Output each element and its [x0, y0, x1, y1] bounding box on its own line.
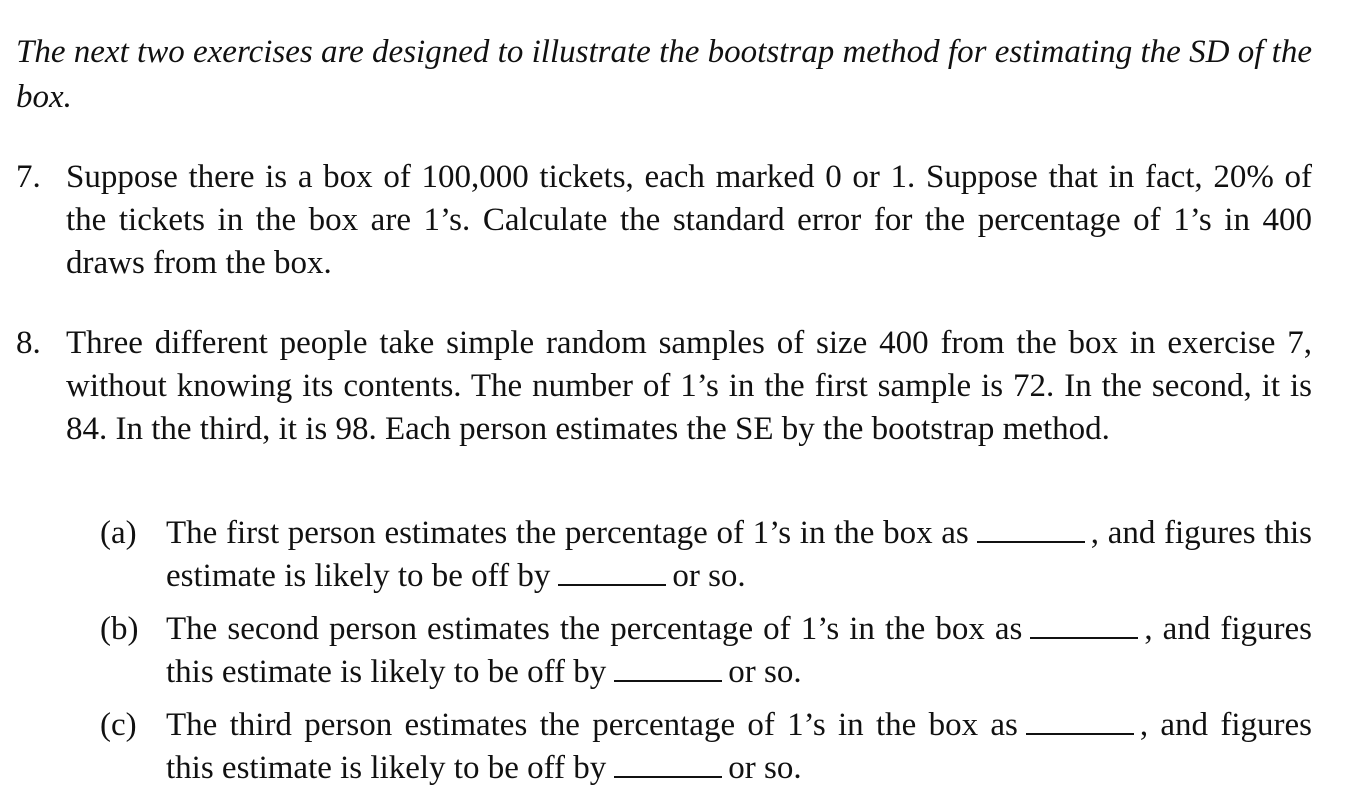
part-text-before-blank: The second person estimates the percentage of 1’s in the box as [166, 611, 1023, 647]
exercise-8 [16, 322, 1312, 451]
answer-blank [1026, 705, 1134, 735]
intro-paragraph: The next two exercises are designed to illustrate the bootstrap method for estimating the SD of the box. [16, 34, 1312, 115]
part-text-after-blank: or so. [728, 654, 802, 690]
exercise-number: 8. [16, 325, 41, 361]
part-text-between-blanks: , and figures this estimate is likely to be off by [166, 707, 1312, 786]
part-label: (a) [100, 515, 137, 551]
part-label: (b) [100, 611, 139, 647]
part-c [100, 704, 1312, 790]
part-text-between-blanks: , and figures this estimate is likely to be off by [166, 611, 1312, 690]
exercise-7 [16, 156, 1312, 285]
exercise-text: Three different people take simple random samples of size 400 from the box in exercise 7, without knowing its contents. The number of 1’s in the first sample is 72. In the second, it is 84. In the third, it is 98. Each person estimates the SE by the bootstrap method. [66, 325, 1312, 447]
part-text [166, 512, 1312, 598]
answer-blank [614, 748, 722, 778]
part-a [100, 512, 1312, 598]
exercise-number: 7. [16, 159, 41, 195]
part-text-after-blank: or so. [672, 558, 746, 594]
answer-blank [558, 556, 666, 586]
part-text-before-blank: The third person estimates the percentage of 1’s in the box as [166, 707, 1018, 743]
part-text [166, 608, 1312, 694]
answer-blank [1030, 609, 1138, 639]
part-text-before-blank: The first person estimates the percentage of 1’s in the box as [166, 515, 969, 551]
answer-blank [614, 652, 722, 682]
answer-blank [977, 513, 1085, 543]
part-text [166, 704, 1312, 790]
exercise-8-parts [100, 512, 1312, 800]
part-b [100, 608, 1312, 694]
part-label: (c) [100, 707, 137, 743]
part-text-between-blanks: , and figures this estimate is likely to be off by [166, 515, 1312, 594]
exercise-text: Suppose there is a box of 100,000 tickets, each marked 0 or 1. Suppose that in fact, 20% of the tickets in the box are 1’s. Calculate the standard error for the percentage of 1’s in 400 draws from the box. [66, 159, 1312, 281]
part-text-after-blank: or so. [728, 750, 802, 786]
